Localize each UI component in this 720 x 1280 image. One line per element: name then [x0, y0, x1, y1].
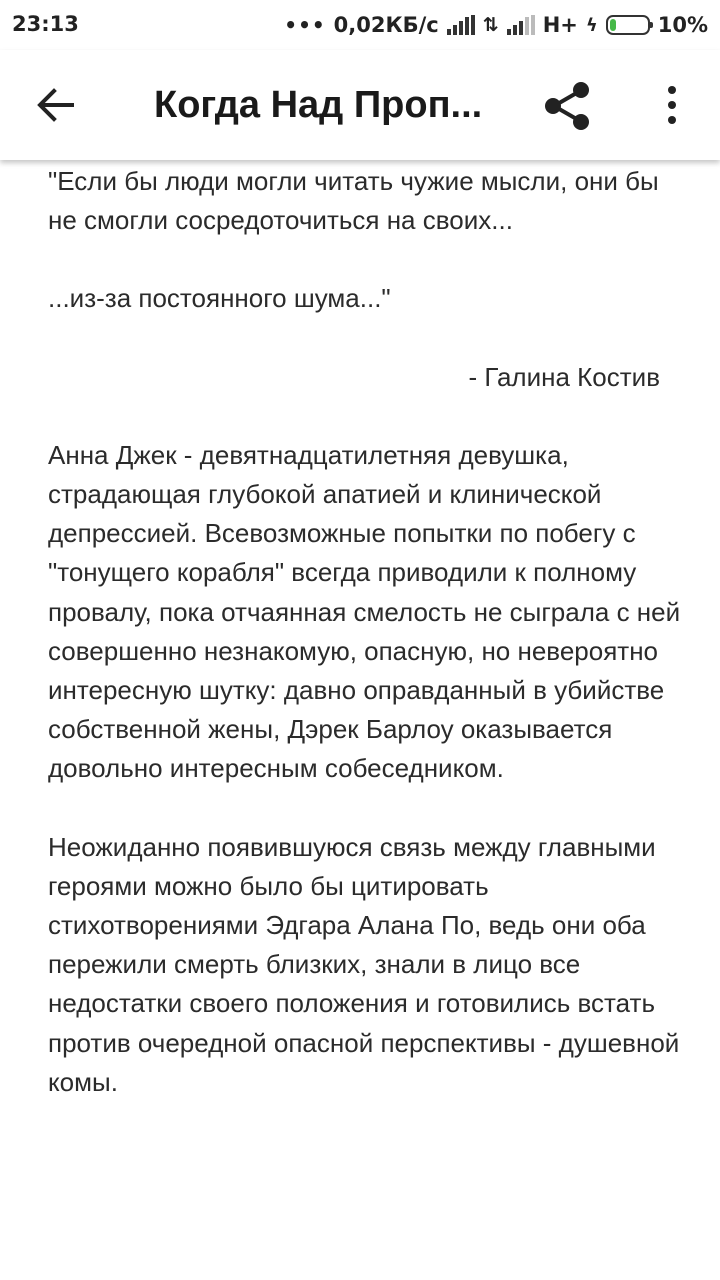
back-arrow-icon	[30, 80, 80, 130]
description-paragraph: Неожиданно появившуюся связь между главными героями можно было бы цитировать стихотворениями Эдгара Алана По, ведь они оба пережили смерть близких, знали в лицо все недостатки своего положения и готовились встать против очередной опасной перспективы - душевной комы.	[48, 831, 680, 1097]
network-type: H+	[542, 13, 578, 37]
notification-dots: •••	[284, 13, 326, 37]
share-icon	[538, 76, 598, 136]
epigraph-quote: "Если бы люди могли читать чужие мысли, они бы не смогли сосредоточиться на своих...	[48, 166, 659, 236]
app-bar	[0, 50, 720, 160]
back-button[interactable]	[30, 80, 80, 130]
epigraph-author: - Галина Костив	[468, 361, 660, 392]
battery-percent: 10%	[657, 13, 708, 37]
more-vert-icon	[656, 80, 688, 130]
charging-bolt-icon: ϟ	[585, 14, 598, 36]
network-speed: 0,02КБ/с	[333, 13, 439, 37]
description-paragraph: Анна Джек - девятнадцатилетняя девушка, страдающая глубокой апатией и клинической депрессией. Всевозможные попытки по побегу с "тонущего корабля" всегда приводили к полному провалу, пока отчаянная смелость не сыграла с ней совершенно незнакомую, опасную, но невероятно интересную шутку: давно оправданный в убийстве собственной жены, Дэрек Барлоу оказывается довольно интересным собеседником.	[48, 439, 681, 784]
status-bar	[0, 0, 720, 50]
epigraph-quote-end: ...из-за постоянного шума..."	[48, 283, 391, 314]
battery-icon	[606, 15, 650, 35]
signal-icon	[507, 15, 535, 35]
more-options-button[interactable]	[656, 80, 688, 130]
book-description	[48, 162, 688, 1102]
data-arrows-icon: ⇅	[482, 14, 499, 36]
status-indicators	[284, 12, 708, 38]
battery-level	[610, 19, 616, 31]
page-title: Когда Над Проп...	[154, 84, 483, 126]
signal-icon	[447, 15, 475, 35]
status-time: 23:13	[12, 12, 79, 36]
share-button[interactable]	[538, 76, 598, 136]
